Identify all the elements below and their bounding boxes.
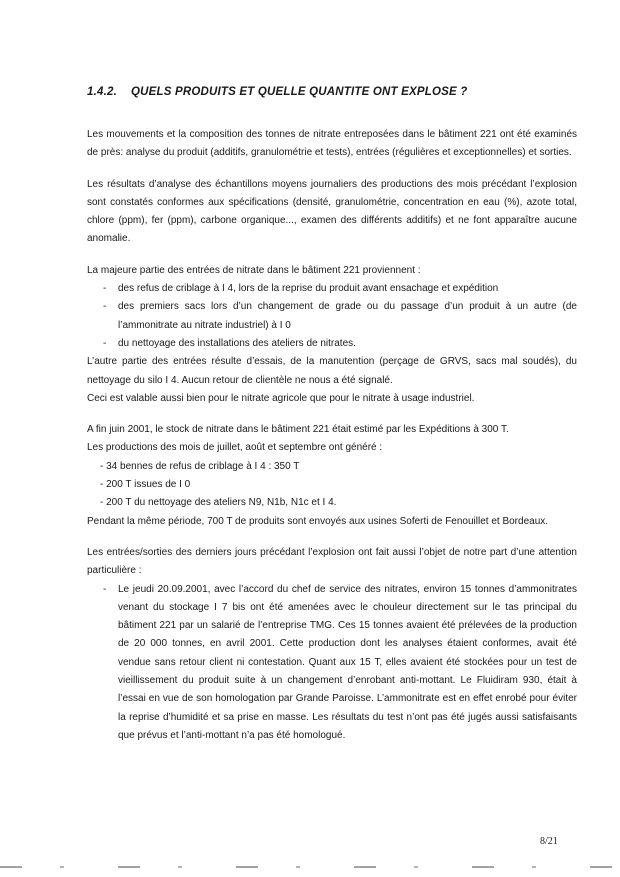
paragraph-entries-intro: La majeure partie des entrées de nitrate dans le bâtiment 221 proviennent : [87,264,421,276]
section-title: QUELS PRODUITS ET QUELLE QUANTITE ONT EXPLOSE ? [130,86,468,98]
scan-artifact-line [0,866,620,868]
list-item: - Le jeudi 20.09.2001, avec l’accord du chef de service des nitrates, environ 15 tonnes d’ammonitrates venant du stockage I 7 bis ont été amenées avec le chouleur directement sur le tas principal du bâtiment 221 par un salarié de l’entreprise TMG. Ces 15 tonnes avaient été prélevées de la production de 20 000 tonnes, en avril 2001. Cette production dont les analyses étaient conformes, avait été vendue sans retour client ni contestation. Quant aux 15 T, elles avaient été stockées pour un test de vieillissement du produit suite à un changement d’enrobant anti-mottant. Le Fluidiram 930, était à l’essai en vue de son homologation par Grande Paroisse. L’ammonitrate est en effet enrobé pour éviter la reprise d’humidité et sa prise en masse. Les résultats du test n’ont pas été jugés aussi satisfaisants que prévus et l’anti-mottant n’a pas été homologué. [87,581,577,746]
entries-list [87,280,577,353]
document-body [87,126,577,745]
page-number: 8/21 [540,836,558,847]
paragraph-validity: Ceci est valable aussi bien pour le nitrate agricole que pour le nitrate à usage industriel. [87,392,475,404]
list-item: - des premiers sacs lors d’un changement de grade ou du passage d’un produit à un autre (de l’ammonitrate au nitrate industriel) à I 0 [87,298,577,335]
paragraph-stock-june: A fin juin 2001, le stock de nitrate dans le bâtiment 221 était estimé par les Expéditions à 300 T. [87,424,509,436]
section-number: 1.4.2. [87,86,117,98]
paragraph-analysis-results: Les résultats d’analyse des échantillons moyens journaliers des productions des mois précédant l’explosion sont constatés conformes aux spécifications (densité, granulométrie, concentration en eau (%), azote total, chlore (ppm), fer (ppm), carbone organique..., examen des différents additifs) et ne font apparaître aucune anomalie. [87,178,577,245]
list-item: - du nettoyage des installations des ateliers de nitrates. [87,335,577,353]
section-heading [87,86,567,98]
paragraph-shipments: Pendant la même période, 700 T de produits sont envoyés aux usines Soferti de Fenouillet et Bordeaux. [87,515,549,527]
productions-list [87,458,577,513]
list-item: - 200 T issues de I 0 [100,479,191,491]
paragraph-composition: Les mouvements et la composition des tonnes de nitrate entreposées dans le bâtiment 221 ont été examinés de près: analyse du produit (additifs, granulométrie et tests), entrées (régulières et exceptionnelles) et sorties. [87,129,577,159]
paragraph-other-entries: L’autre partie des entrées résulte d’essais, de la manutention (perçage de GRVS, sacs mal soudés), du nettoyage du silo I 4. Aucun retour de clientèle ne nous a été signalé. [87,356,577,386]
list-item: - 34 bennes de refus de criblage à I 4 : 350 T [100,460,300,472]
list-item: - 200 T du nettoyage des ateliers N9, N1b, N1c et I 4. [100,497,337,509]
paragraph-productions: Les productions des mois de juillet, août et septembre ont généré : [87,442,383,454]
list-item: - des refus de criblage à I 4, lors de la reprise du produit avant ensachage et expédition [87,280,577,298]
last-days-list [87,581,577,746]
paragraph-last-days-intro: Les entrées/sorties des derniers jours précédant l’explosion ont fait aussi l’objet de notre part d’une attention particulière : [87,546,577,577]
